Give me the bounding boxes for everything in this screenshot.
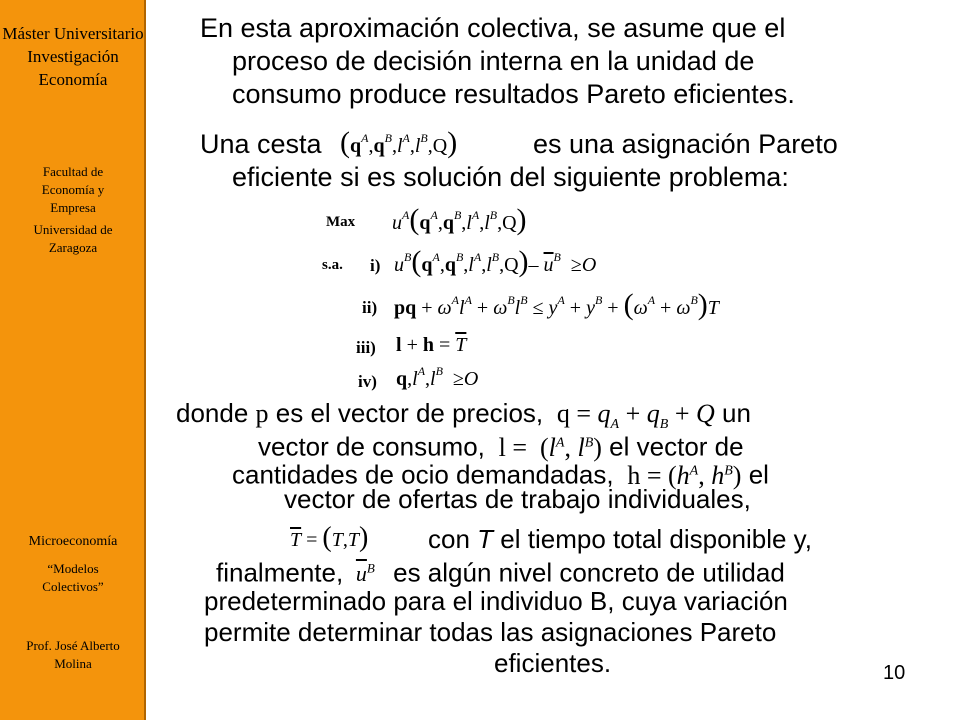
var-T: T (477, 524, 494, 554)
para1-line3: consumo produce resultados Pareto eficientes. (232, 79, 795, 109)
cond-iv-label: iv) (358, 372, 377, 391)
con-line3: predeterminado para el individuo B, cuya variación (204, 586, 788, 616)
T-bar-formula: $\overline{T} = (T,T)$ (290, 522, 369, 553)
con-line2 (216, 556, 785, 587)
l-definition: $l = (l^A$, $l^B$) (492, 432, 602, 462)
donde-line1-b: es el vector de precios, (275, 398, 544, 428)
professor-name: Prof. José Alberto Molina (26, 638, 120, 671)
donde-line1-c: un (722, 398, 751, 428)
constraint-ii-formula: pq + $\omega^Al^A + \omega^Bl^B \le y^A + y^B + (\omega^A + \omega^B)T$ (394, 288, 719, 321)
cond-iii-label: iii) (356, 338, 376, 357)
donde-line3-b: el (748, 459, 769, 490)
donde-line1-a: donde (176, 398, 249, 428)
donde-line2 (258, 430, 744, 461)
sa-label: s.a. (322, 257, 343, 273)
para2-line2: eficiente si es solución del siguiente problema: (232, 162, 789, 192)
con-line1-b: el tiempo total disponible y, (500, 524, 812, 554)
max-label: Max (326, 214, 356, 230)
con-line1 (428, 526, 812, 552)
para1-line2: proceso de decisión interna en la unidad de (232, 46, 755, 76)
sidebar (0, 0, 146, 720)
donde-line2-b: el vector de (609, 431, 744, 462)
para2-rest: es una asignación Pareto (533, 129, 838, 159)
bundle-formula: $(q^A,q^B,l^A,l^B,Q)$ (340, 126, 458, 159)
page-number: 10 (883, 662, 906, 684)
topic-name: “Modelos Colectivos” (42, 561, 104, 594)
faculty-label (0, 163, 146, 257)
con-line4: permite determinar todas las asignaciones Pareto (204, 617, 777, 647)
program-title: Máster Universitario Investigación Economía (2, 24, 144, 89)
university-name: Universidad de Zaragoza (33, 222, 113, 255)
constraint-iv-formula: $q,l^A,l^B \ge O$ (396, 364, 479, 390)
h-definition: $h = (h^A$, $h^B$) (620, 460, 742, 490)
q-definition: $q = q_A + q_B + Q$ (550, 399, 715, 433)
para1-line1: En esta aproximación colectiva, se asume que el (200, 13, 786, 43)
constraint-iii-formula: $l + h = \overline{T}$ (396, 334, 467, 356)
donde-line4: vector de ofertas de trabajo individuales, (284, 484, 751, 514)
donde-line2-a: vector de consumo, (258, 431, 485, 462)
course-name: Microeconomía (28, 534, 118, 549)
para2-lead: Una cesta (200, 129, 322, 159)
donde-line3-a: cantidades de ocio demandadas, (232, 459, 614, 490)
faculty-name: Facultad de Economía y Empresa (41, 164, 105, 215)
cond-i-label: i) (370, 256, 381, 275)
constraint-i-formula: $u^B(q^A,q^B,l^A,l^B,Q)-$ $\overline{u}^B \ge O$ (394, 245, 597, 278)
con-line5: eficientes. (494, 648, 612, 678)
objective-formula: $u^A(q^A,q^B,l^A,l^B,Q)$ (392, 203, 527, 236)
con-line2-b: es algún nivel concreto de utilidad (393, 557, 785, 588)
u-bar-formula: $\overline{u}^B$ (355, 561, 375, 587)
con-line1-a: con (428, 524, 470, 554)
con-line2-a: finalmente, (216, 557, 344, 588)
var-p: p (255, 399, 269, 428)
cond-ii-label: ii) (362, 298, 378, 317)
